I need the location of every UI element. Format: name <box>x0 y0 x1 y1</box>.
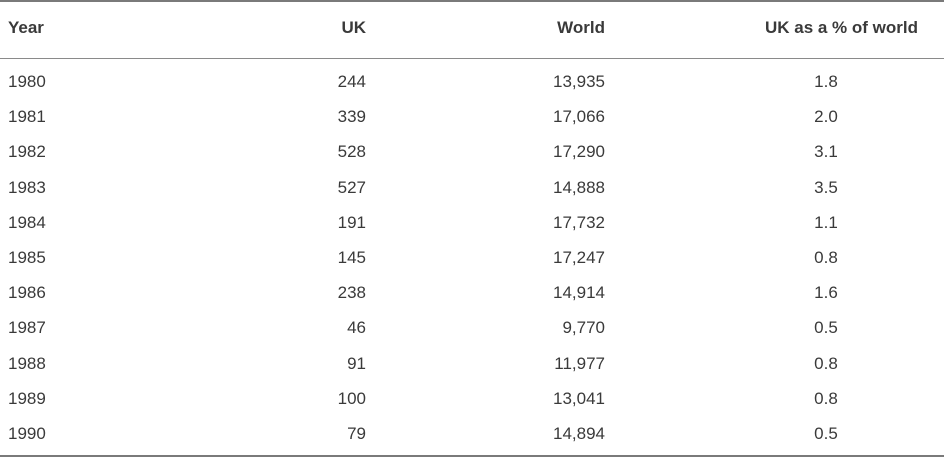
cell-world: 14,894 <box>553 423 605 443</box>
header-uk: UK <box>341 18 366 37</box>
table-row <box>0 211 944 246</box>
cell-world: 11,977 <box>554 353 605 373</box>
table-row <box>0 352 944 387</box>
table-row <box>0 387 944 422</box>
cell-pct: 2.0 <box>814 107 838 127</box>
cell-year: 1983 <box>8 177 46 197</box>
cell-uk: 238 <box>337 283 366 303</box>
cell-pct: 1.1 <box>814 212 838 232</box>
cell-year: 1984 <box>8 212 46 232</box>
cell-uk: 527 <box>337 177 366 197</box>
cell-uk: 79 <box>347 423 366 443</box>
cell-uk: 528 <box>337 142 366 162</box>
cell-world: 17,247 <box>553 247 605 267</box>
cell-pct: 0.5 <box>814 318 838 338</box>
cell-pct: 1.6 <box>814 283 838 303</box>
table-row <box>0 105 944 140</box>
header-rule <box>0 58 944 59</box>
table-bottom-rule <box>0 455 944 457</box>
table-row <box>0 140 944 175</box>
table-row <box>0 246 944 281</box>
cell-year: 1981 <box>8 107 46 127</box>
header-year: Year <box>8 18 44 37</box>
cell-uk: 91 <box>347 353 366 373</box>
table-row <box>0 281 944 316</box>
header-uk-percent-of-world: UK as a % of world <box>764 18 918 37</box>
cell-pct: 0.8 <box>814 247 838 267</box>
cell-uk: 191 <box>337 212 366 232</box>
cell-year: 1980 <box>8 72 46 91</box>
cell-uk: 100 <box>337 388 366 408</box>
cell-pct: 0.8 <box>814 353 838 373</box>
table-header-row <box>0 0 944 58</box>
cell-world: 17,732 <box>553 212 605 232</box>
cell-year: 1988 <box>8 353 46 373</box>
cell-world: 17,290 <box>553 142 605 162</box>
cell-world: 13,041 <box>553 388 605 408</box>
cell-uk: 46 <box>347 318 366 338</box>
cell-pct: 0.5 <box>814 423 838 443</box>
cell-year: 1989 <box>8 388 46 408</box>
cell-year: 1990 <box>8 423 46 443</box>
cell-world: 14,914 <box>553 283 605 303</box>
cell-year: 1985 <box>8 247 46 267</box>
cell-world: 13,935 <box>553 72 605 91</box>
table-row <box>0 316 944 351</box>
cell-pct: 1.8 <box>814 72 838 91</box>
table-row <box>0 70 944 105</box>
cell-world: 14,888 <box>553 177 605 197</box>
cell-pct: 0.8 <box>814 388 838 408</box>
cell-pct: 3.1 <box>814 142 838 162</box>
cell-world: 17,066 <box>553 107 605 127</box>
cell-world: 9,770 <box>562 318 605 338</box>
cell-year: 1982 <box>8 142 46 162</box>
table-body <box>0 70 944 457</box>
cell-year: 1986 <box>8 283 46 303</box>
table-row <box>0 422 944 457</box>
table-row <box>0 176 944 211</box>
cell-uk: 145 <box>337 247 366 267</box>
cell-uk: 244 <box>337 72 366 91</box>
cell-uk: 339 <box>337 107 366 127</box>
header-world: World <box>557 18 605 37</box>
cell-pct: 3.5 <box>814 177 838 197</box>
cell-year: 1987 <box>8 318 46 338</box>
